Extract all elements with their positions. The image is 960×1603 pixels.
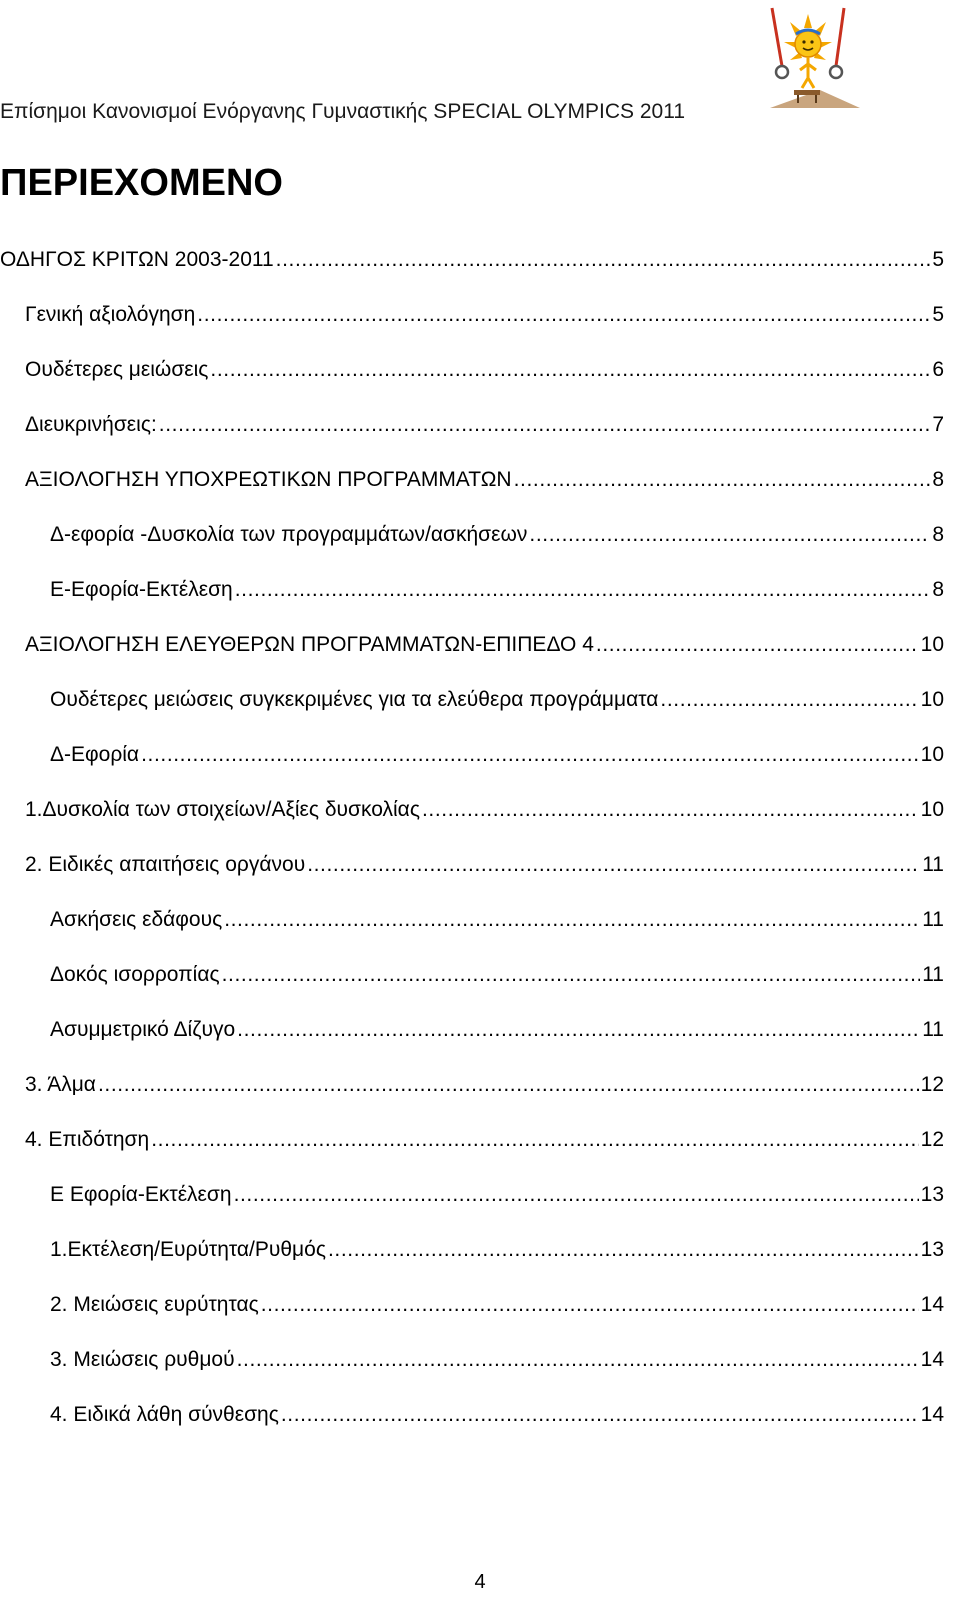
toc-entry-number: 1. — [25, 798, 43, 821]
toc-leader-dots — [197, 300, 930, 330]
toc-leader-dots — [234, 1180, 919, 1210]
toc-entry-page: 8 — [932, 523, 944, 546]
toc-entry-page: 11 — [922, 853, 944, 876]
toc-entry[interactable] — [25, 410, 944, 440]
toc-entry[interactable] — [50, 685, 944, 715]
toc-entry-page: 8 — [932, 578, 944, 601]
toc-entry-title: 4. Ειδικά λάθη σύνθεσης — [50, 1403, 279, 1426]
toc-entry-page: 10 — [920, 743, 944, 766]
toc-leader-dots — [660, 685, 918, 715]
toc-entry-page: 11 — [922, 963, 944, 986]
toc-leader-dots — [596, 630, 919, 660]
toc-entry-title: Ε Εφορία-Εκτέλεση — [50, 1183, 232, 1206]
toc-entry[interactable] — [25, 1125, 944, 1155]
gymnastics-sun-rings-logo-icon — [760, 4, 870, 114]
toc-entry[interactable] — [50, 1345, 944, 1375]
toc-entry-page: 7 — [932, 413, 944, 436]
toc-entry[interactable] — [25, 1070, 944, 1100]
toc-leader-dots — [141, 740, 919, 770]
toc-leader-dots — [237, 1345, 919, 1375]
toc-entry-title: Ουδέτερες μειώσεις — [25, 358, 209, 381]
toc-entry-title: 4. Επιδότηση — [25, 1128, 150, 1151]
toc-entry[interactable] — [25, 465, 944, 495]
toc-entry-page: 10 — [920, 633, 944, 656]
toc-entry-page: 5 — [932, 248, 944, 271]
toc-entry-page: 13 — [920, 1183, 944, 1206]
toc-entry-page: 8 — [932, 468, 944, 491]
toc-leader-dots — [237, 1015, 920, 1045]
toc-entry-title: 1.Εκτέλεση/Ευρύτητα/Ρυθμός — [50, 1238, 326, 1261]
toc-entry-title: Ασκήσεις εδάφους — [50, 908, 223, 931]
toc-entry-page: 10 — [920, 798, 944, 821]
toc-leader-dots — [210, 355, 930, 385]
toc-entry[interactable] — [50, 740, 944, 770]
toc-entry-page: 11 — [922, 1018, 944, 1041]
toc-entry[interactable] — [50, 1235, 944, 1265]
toc-entry-title: ΟΔΗΓΟΣ ΚΡΙΤΩΝ 2003-2011 — [0, 248, 274, 271]
toc-leader-dots — [529, 520, 930, 550]
toc-entry-title: Ε-Εφορία-Εκτέλεση — [50, 578, 233, 601]
toc-entry[interactable] — [50, 1180, 944, 1210]
toc-entry[interactable] — [0, 245, 944, 275]
toc-entry-title: Ουδέτερες μειώσεις συγκεκριμένες για τα ελεύθερα προγράμματα — [50, 688, 659, 711]
toc-leader-dots — [235, 575, 931, 605]
toc-entry[interactable] — [50, 1400, 944, 1430]
toc-entry-page: 6 — [932, 358, 944, 381]
toc-leader-dots — [307, 850, 920, 880]
toc-entry[interactable] — [50, 575, 944, 605]
toc-entry-page: 14 — [920, 1403, 944, 1426]
toc-entry[interactable] — [25, 355, 944, 385]
toc-entry-title: Δ-Εφορία — [50, 743, 140, 766]
toc-leader-dots — [98, 1070, 919, 1100]
toc-entry-title: 2. Μειώσεις ευρύτητας — [50, 1293, 259, 1316]
toc-entry[interactable] — [25, 630, 944, 660]
toc-entry[interactable] — [50, 1015, 944, 1045]
toc-entry-title: Διευκρινήσεις: — [25, 413, 157, 436]
toc-leader-dots — [224, 905, 920, 935]
toc-entry-page: 13 — [920, 1238, 944, 1261]
toc-leader-dots — [261, 1290, 919, 1320]
toc-entry-title: Γενική αξιολόγηση — [25, 303, 196, 326]
toc-leader-dots — [422, 795, 919, 825]
toc-entry-title: ΑΞΙΟΛΟΓΗΣΗ ΥΠΟΧΡΕΩΤΙΚΩΝ ΠΡΟΓΡΑΜΜΑΤΩΝ — [25, 468, 512, 491]
toc-leader-dots — [514, 465, 931, 495]
toc-leader-dots — [281, 1400, 919, 1430]
toc-entry-title: Δοκός ισορροπίας — [50, 963, 220, 986]
toc-entry-page: 10 — [920, 688, 944, 711]
page-title: ΠΕΡΙΕΧΟΜΕΝΟ — [0, 162, 283, 204]
toc-entry-title: Δυσκολία των στοιχείων/Αξίες δυσκολίας — [42, 798, 420, 821]
toc-leader-dots — [151, 1125, 918, 1155]
toc-entry[interactable] — [50, 1290, 944, 1320]
page-number: 4 — [474, 1571, 486, 1593]
toc-leader-dots — [159, 410, 931, 440]
toc-entry[interactable] — [25, 795, 944, 825]
toc-entry-title: 3. Άλμα — [25, 1073, 96, 1096]
toc-entry[interactable] — [50, 520, 944, 550]
toc-entry[interactable] — [25, 850, 944, 880]
toc-leader-dots — [328, 1235, 919, 1265]
toc-entry-page: 11 — [922, 908, 944, 931]
toc-entry-title: ΑΞΙΟΛΟΓΗΣΗ ΕΛΕΥΘΕΡΩΝ ΠΡΟΓΡΑΜΜΑΤΩΝ-ΕΠΙΠΕΔΟ 4 — [25, 633, 594, 656]
toc-entry[interactable] — [50, 905, 944, 935]
toc-entry-title: Ασυμμετρικό Δίζυγο — [50, 1018, 236, 1041]
toc-entry-title: 2. Ειδικές απαιτήσεις οργάνου — [25, 853, 306, 876]
toc-entry-page: 5 — [932, 303, 944, 326]
toc-entry-title: 3. Μειώσεις ρυθμού — [50, 1348, 235, 1371]
toc-leader-dots — [276, 245, 931, 275]
running-header: Επίσημοι Κανονισμοί Ενόργανης Γυμναστικής SPECIAL OLYMPICS 2011 — [0, 100, 686, 123]
toc-entry-title: Δ-εφορία -Δυσκολία των προγραμμάτων/ασκήσεων — [50, 523, 528, 546]
toc-entry-page: 14 — [920, 1348, 944, 1371]
toc-entry[interactable] — [25, 300, 944, 330]
toc-entry-page: 12 — [920, 1128, 944, 1151]
toc-entry-page: 14 — [920, 1293, 944, 1316]
toc-entry[interactable] — [50, 960, 944, 990]
toc-leader-dots — [222, 960, 921, 990]
toc-entry-page: 12 — [920, 1073, 944, 1096]
